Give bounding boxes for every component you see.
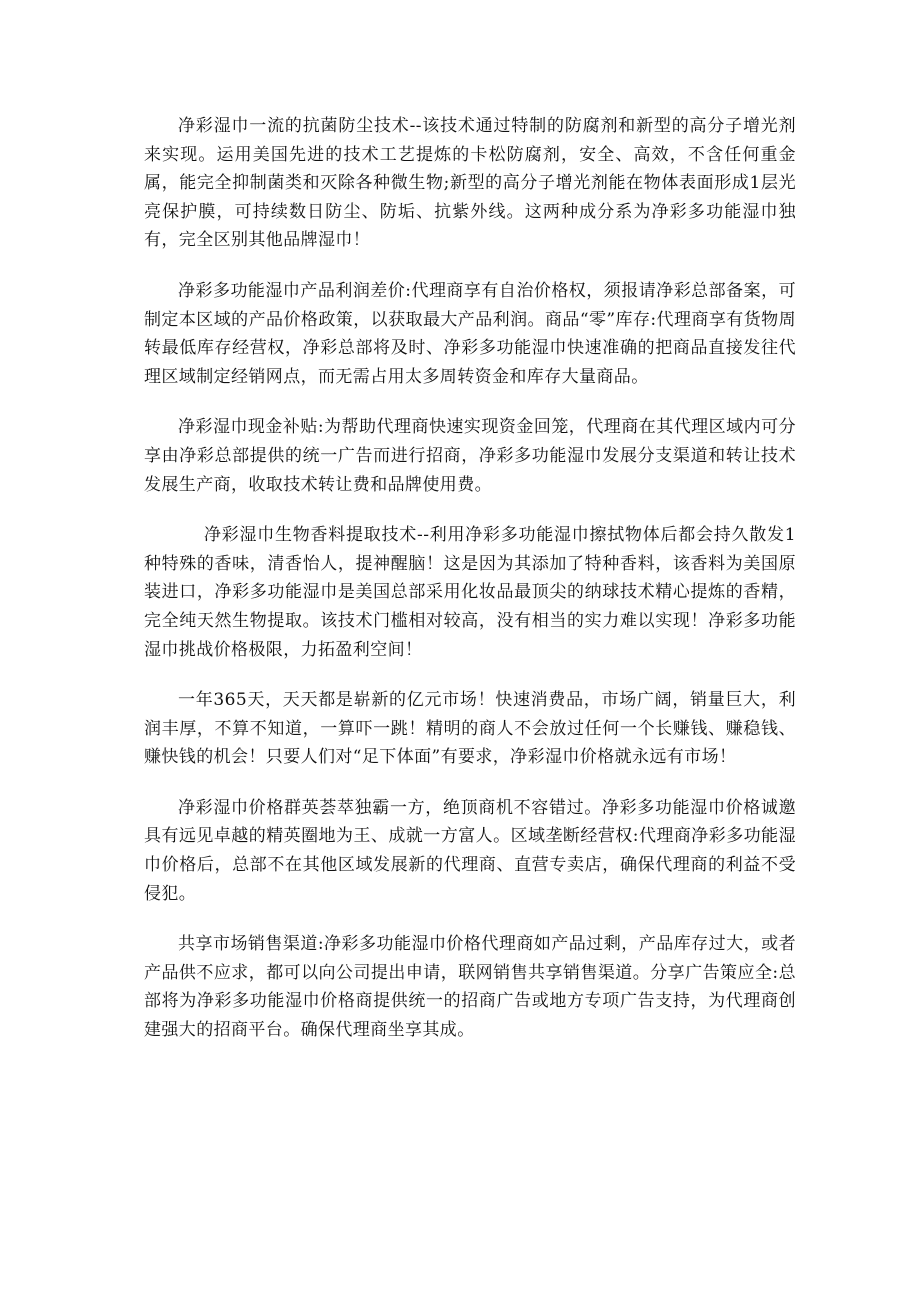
paragraph-exclusive-rights: 净彩湿巾价格群英荟萃独霸一方，绝顶商机不容错过。净彩多功能湿巾价格诚邀具有远见卓越的精英圈地为王、成就一方富人。区域垄断经营权:代理商净彩多功能湿巾价格后，总部不在其他区域发展新的代理商、直营专卖店，确保代理商的利益不受侵犯。 <box>144 797 796 904</box>
document-body <box>144 112 796 1067</box>
paragraph-market: 一年365天，天天都是崭新的亿元市场！快速消费品，市场广阔，销量巨大，利润丰厚，不算不知道，一算吓一跳！精明的商人不会放过任何一个长赚钱、赚稳钱、赚快钱的机会！只要人们对“足下体面”有要求，净彩湿巾价格就永远有市场！ <box>144 690 796 768</box>
paragraph-antibacterial-tech: 净彩湿巾一流的抗菌防尘技术--该技术通过特制的防腐剂和新型的高分子增光剂来实现。运用美国先进的技术工艺提炼的卡松防腐剂，安全、高效，不含任何重金属，能完全抑制菌类和灭除各种微生物;新型的高分子增光剂能在物体表面形成1层光亮保护膜，可持续数日防尘、防垢、抗紫外线。这两种成分系为净彩多功能湿巾独有，完全区别其他品牌湿巾！ <box>144 116 796 251</box>
paragraph-shared-channels: 共享市场销售渠道:净彩多功能湿巾价格代理商如产品过剩，产品库存过大，或者产品供不应求，都可以向公司提出申请，联网销售共享销售渠道。分享广告策应全:总部将为净彩多功能湿巾价格商提供统一的招商广告或地方专项广告支持，为代理商创建强大的招商平台。确保代理商坐享其成。 <box>144 934 796 1041</box>
paragraph-profit-margin: 净彩多功能湿巾产品利润差价:代理商享有自治价格权，须报请净彩总部备案，可制定本区域的产品价格政策，以获取最大产品利润。商品“零”库存:代理商享有货物周转最低库存经营权，净彩总部将及时、净彩多功能湿巾快速准确的把商品直接发往代理区域制定经销网点，而无需占用太多周转资金和库存大量商品。 <box>144 280 796 387</box>
paragraph-cash-subsidy: 净彩湿巾现金补贴:为帮助代理商快速实现资金回笼，代理商在其代理区域内可分享由净彩总部提供的统一广告而进行招商，净彩多功能湿巾发展分支渠道和转让技术发展生产商，收取技术转让费和品牌使用费。 <box>144 417 796 495</box>
paragraph-fragrance-tech: 净彩湿巾生物香料提取技术--利用净彩多功能湿巾擦拭物体后都会持久散发1种特殊的香味，清香怡人，提神醒脑！这是因为其添加了特种香料，该香料为美国原装进口，净彩多功能湿巾是美国总部采用化妆品最顶尖的纳球技术精心提炼的香精，完全纯天然生物提取。该技术门槛相对较高，没有相当的实力难以实现！净彩多功能湿巾挑战价格极限，力拓盈利空间！ <box>144 525 796 660</box>
